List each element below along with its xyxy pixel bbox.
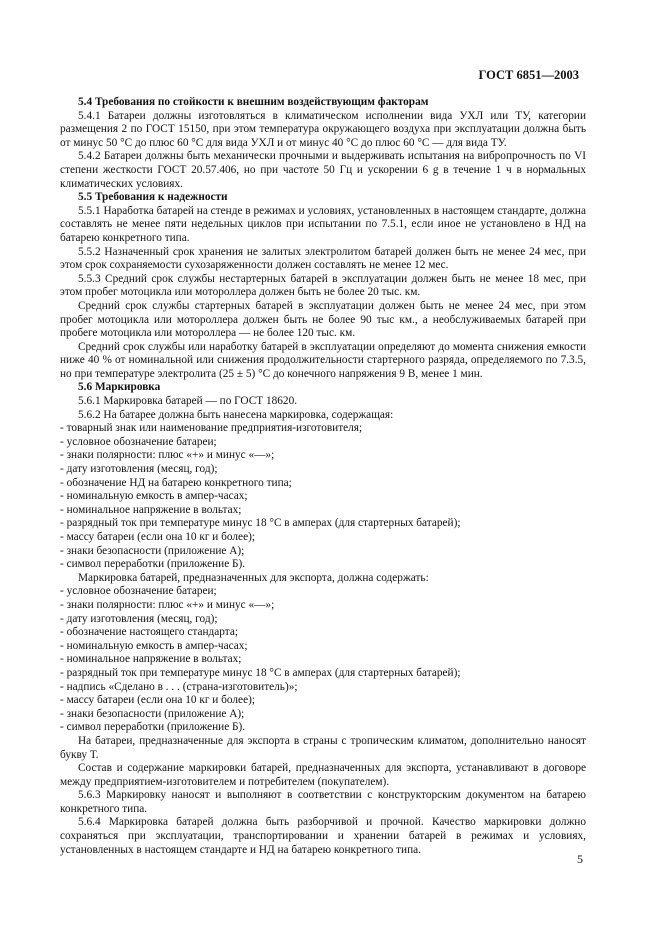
- list-item: - массу батареи (если она 10 кг и более);: [60, 531, 586, 545]
- list-item: - номинальную емкость в ампер-часах;: [60, 490, 586, 504]
- list-item: - знаки безопасности (приложение А);: [60, 545, 586, 559]
- list-item: - разрядный ток при температуре минус 18 °С в амперах (для стартерных батарей);: [60, 517, 586, 531]
- list-item: - обозначение настоящего стандарта;: [60, 626, 586, 640]
- section-heading: 5.5 Требования к надежности: [78, 191, 228, 204]
- list-item: - массу батареи (если она 10 кг и более);: [60, 694, 586, 708]
- list-item: - символ переработки (приложение Б).: [60, 558, 586, 572]
- paragraph: На батареи, предназначенные для экспорта в страны с тропическим климатом, дополнительно наносят букву Т.: [60, 734, 586, 761]
- list-item: - дату изготовления (месяц, год);: [60, 613, 586, 627]
- paragraph: 5.6.2 На батарее должна быть нанесена маркировка, содержащая:: [78, 408, 394, 421]
- section-heading: 5.6 Маркировка: [78, 381, 161, 394]
- paragraph: 5.6.3 Маркировку наносят и выполняют в соответствии с конструкторским документом на батарею конкретного типа.: [60, 789, 586, 815]
- list-item: - разрядный ток при температуре минус 18 °С в амперах (для стартерных батарей);: [60, 667, 586, 681]
- marking-list: [60, 422, 586, 572]
- list-item: - условное обозначение батареи;: [60, 436, 586, 450]
- list-item: - номинальную емкость в ампер-часах;: [60, 640, 586, 654]
- paragraph: 5.5.2 Назначенный срок хранения не залитых электролитом батарей должен быть не менее 24 мес, при этом срок сохраняемости сухозаряженности должен составлять не менее 12 мес.: [60, 245, 586, 272]
- paragraph: 5.5.3 Средний срок службы нестартерных батарей в эксплуатации должен быть не менее 18 мес, при этом пробег мотоцикла или мотороллера должен быть не более 20 тыс. км.: [60, 272, 586, 299]
- paragraph: 5.4.2 Батареи должны быть механически прочными и выдерживать испытания на вибропрочность по VI степени жесткости ГОСТ 20.57.406, но при частоте 50 Гц и ускорении 6 g в течение 1 ч в нормальных климатических условиях.: [60, 150, 586, 190]
- list-item: - обозначение НД на батарею конкретного типа;: [60, 477, 586, 491]
- paragraph: Состав и содержание маркировки батарей, предназначенных для экспорта, устанавливают в договоре между предприятием-изготовителем и потребителем (покупателем).: [60, 762, 586, 788]
- list-item: - знаки полярности: плюс «+» и минус «—»;: [60, 599, 586, 613]
- list-item: - товарный знак или наименование предприятия-изготовителя;: [60, 422, 586, 436]
- document-body: [60, 96, 586, 857]
- paragraph: 5.4.1 Батареи должны изготовляться в климатическом исполнении вида УХЛ или ТУ, категории размещения 2 по ГОСТ 15150, при этом температура окружающего воздуха при эксплуатации должна быть от минус 50 °С до плюс 60 °С для вида УХЛ и от минус 40 °С до плюс 60 °С — для вида ТУ.: [60, 109, 586, 149]
- list-item: - знаки безопасности (приложение А);: [60, 708, 586, 722]
- list-item: - надпись «Сделано в . . . (страна-изготовитель)»;: [60, 681, 586, 695]
- list-item: - номинальное напряжение в вольтах;: [60, 504, 586, 518]
- paragraph: 5.5.1 Наработка батарей на стенде в режимах и условиях, установленных в настоящем стандарте, должна составлять не менее пяти недельных циклов при испытании по 7.5.1, если иное не установлено в НД на батарею конкретного типа.: [60, 204, 586, 244]
- list-item: - знаки полярности: плюс «+» и минус «—»;: [60, 449, 586, 463]
- section-heading: 5.4 Требования по стойкости к внешним воздействующим факторам: [78, 96, 429, 108]
- paragraph: 5.6.1 Маркировка батарей — по ГОСТ 18620.: [78, 395, 298, 408]
- paragraph: Средний срок службы или наработку батарей в эксплуатации определяют до момента снижения емкости ниже 40 % от номинальной или снижения продолжительности стартерного разряда, определяемого по 7.3.5, но при температуре электролита (25 ± 5) °С до конечного напряжения 9 В, менее 1 мин.: [60, 340, 586, 380]
- paragraph: Средний срок службы стартерных батарей в эксплуатации должен быть не менее 24 мес, при этом пробег мотоцикла или мотороллера должен быть не более 90 тыс км., а необслуживаемых батарей при пробеге мотоцикла или мотороллера — не более 120 тыс. км.: [60, 299, 586, 340]
- list-item: - номинальное напряжение в вольтах;: [60, 653, 586, 667]
- list-item: - условное обозначение батареи;: [60, 585, 586, 599]
- list-item: - дату изготовления (месяц, год);: [60, 463, 586, 477]
- document-header: ГОСТ 6851—2003: [478, 68, 579, 82]
- paragraph: 5.6.4 Маркировка батарей должна быть разборчивой и прочной. Качество маркировки должно сохраняться при эксплуатации, транспортировании и хранении батарей в режимах и условиях, установленных в настоящем стандарте и НД на батарею конкретного типа.: [60, 816, 586, 856]
- page-number: 5: [577, 852, 583, 866]
- marking-list: [60, 585, 586, 735]
- list-item: - символ переработки (приложение Б).: [60, 721, 586, 735]
- paragraph: Маркировка батарей, предназначенных для экспорта, должна содержать:: [78, 571, 429, 584]
